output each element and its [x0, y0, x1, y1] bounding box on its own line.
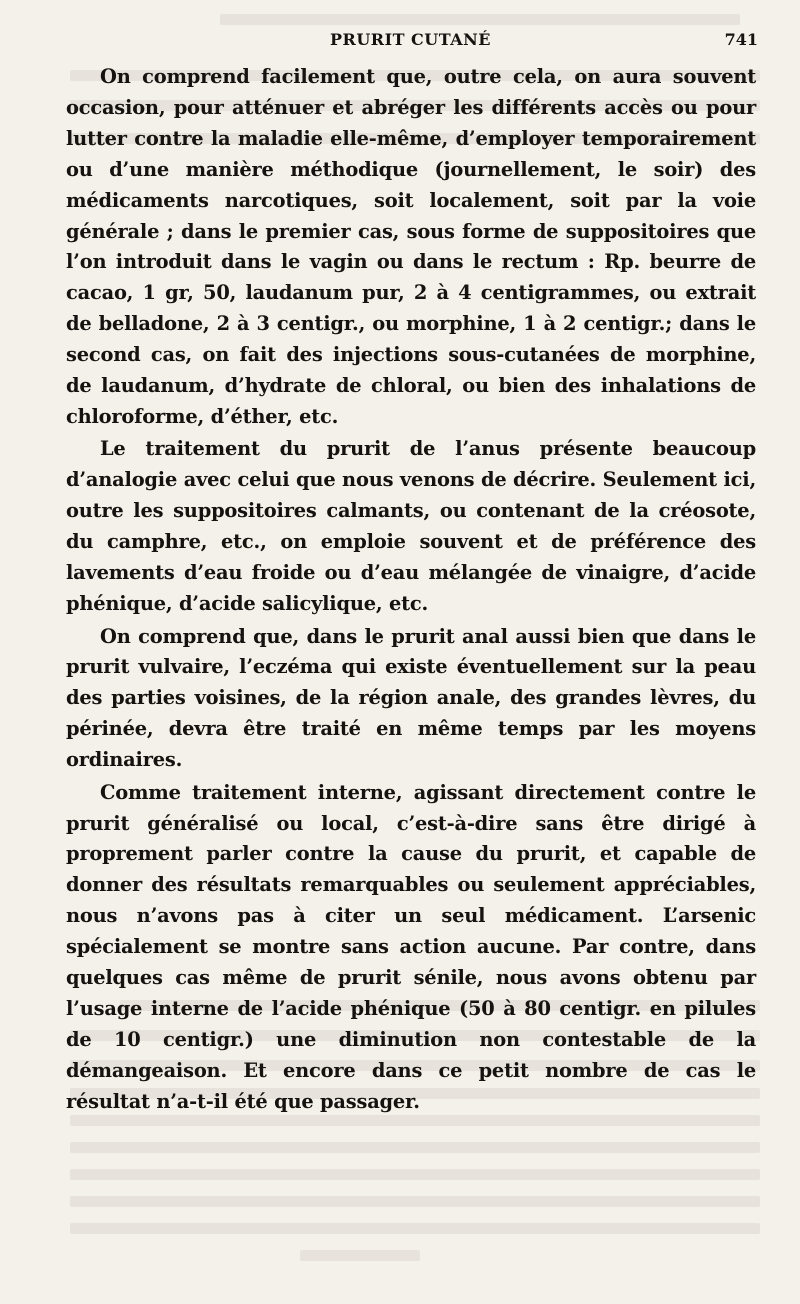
- paragraph: On comprend facilement que, outre cela, on aura souvent occasion, pour atténuer et abréger les différents accès ou pour lutter contre la maladie elle-même, d’employer temporairement ou d’une manière méthodique (journellement, le soir) des médicaments narcotiques, soit localement, soit par la voie générale ; dans le premier cas, sous forme de suppositoires que l’on introduit dans le vagin ou dans le rectum : Rp. beurre de cacao, 1 gr, 50, laudanum pur, 2 à 4 centigrammes, ou extrait de belladone, 2 à 3 centigr., ou morphine, 1 à 2 centigr.; dans le second cas, on fait des injections sous-cutanées de morphine, de laudanum, d’hydrate de chloral, ou bien des inhalations de chloroforme, d’éther, etc.: [66, 65, 756, 428]
- running-title: PRURIT CUTANÉ: [330, 30, 491, 49]
- paragraph: Comme traitement interne, agissant directement contre le prurit généralisé ou local, c’est-à-dire sans être dirigé à proprement parler contre la cause du prurit, et capable de donner des résultats remarquables ou seulement appréciables, nous n’avons pas à citer un seul médicament. L’arsenic spécialement se montre sans action aucune. Par contre, dans quelques cas même de prurit sénile, nous avons obtenu par l’usage interne de l’acide phénique (50 à 80 centigr. en pilules de 10 centigr.) une diminution non contestable de la démangeaison. Et encore dans ce petit nombre de cas le résultat n’a-t-il été que passager.: [66, 780, 756, 1113]
- paragraph: On comprend que, dans le prurit anal aussi bien que dans le prurit vulvaire, l’eczéma qui existe éventuellement sur la peau des parties voisines, de la région anale, des grandes lèvres, du périnée, devra être traité en même temps par les moyens ordinaires.: [66, 624, 756, 772]
- running-header: [64, 30, 758, 54]
- page-number: 741: [724, 30, 758, 49]
- paragraph: Le traitement du prurit de l’anus présente beaucoup d’analogie avec celui que nous venons de décrire. Seulement ici, outre les suppositoires calmants, ou contenant de la créosote, du camphre, etc., on emploie souvent et de préférence des lavements d’eau froide ou d’eau mélangée de vinaigre, d’acide phénique, d’acide salicylique, etc.: [66, 437, 756, 615]
- body-text: [66, 62, 756, 1119]
